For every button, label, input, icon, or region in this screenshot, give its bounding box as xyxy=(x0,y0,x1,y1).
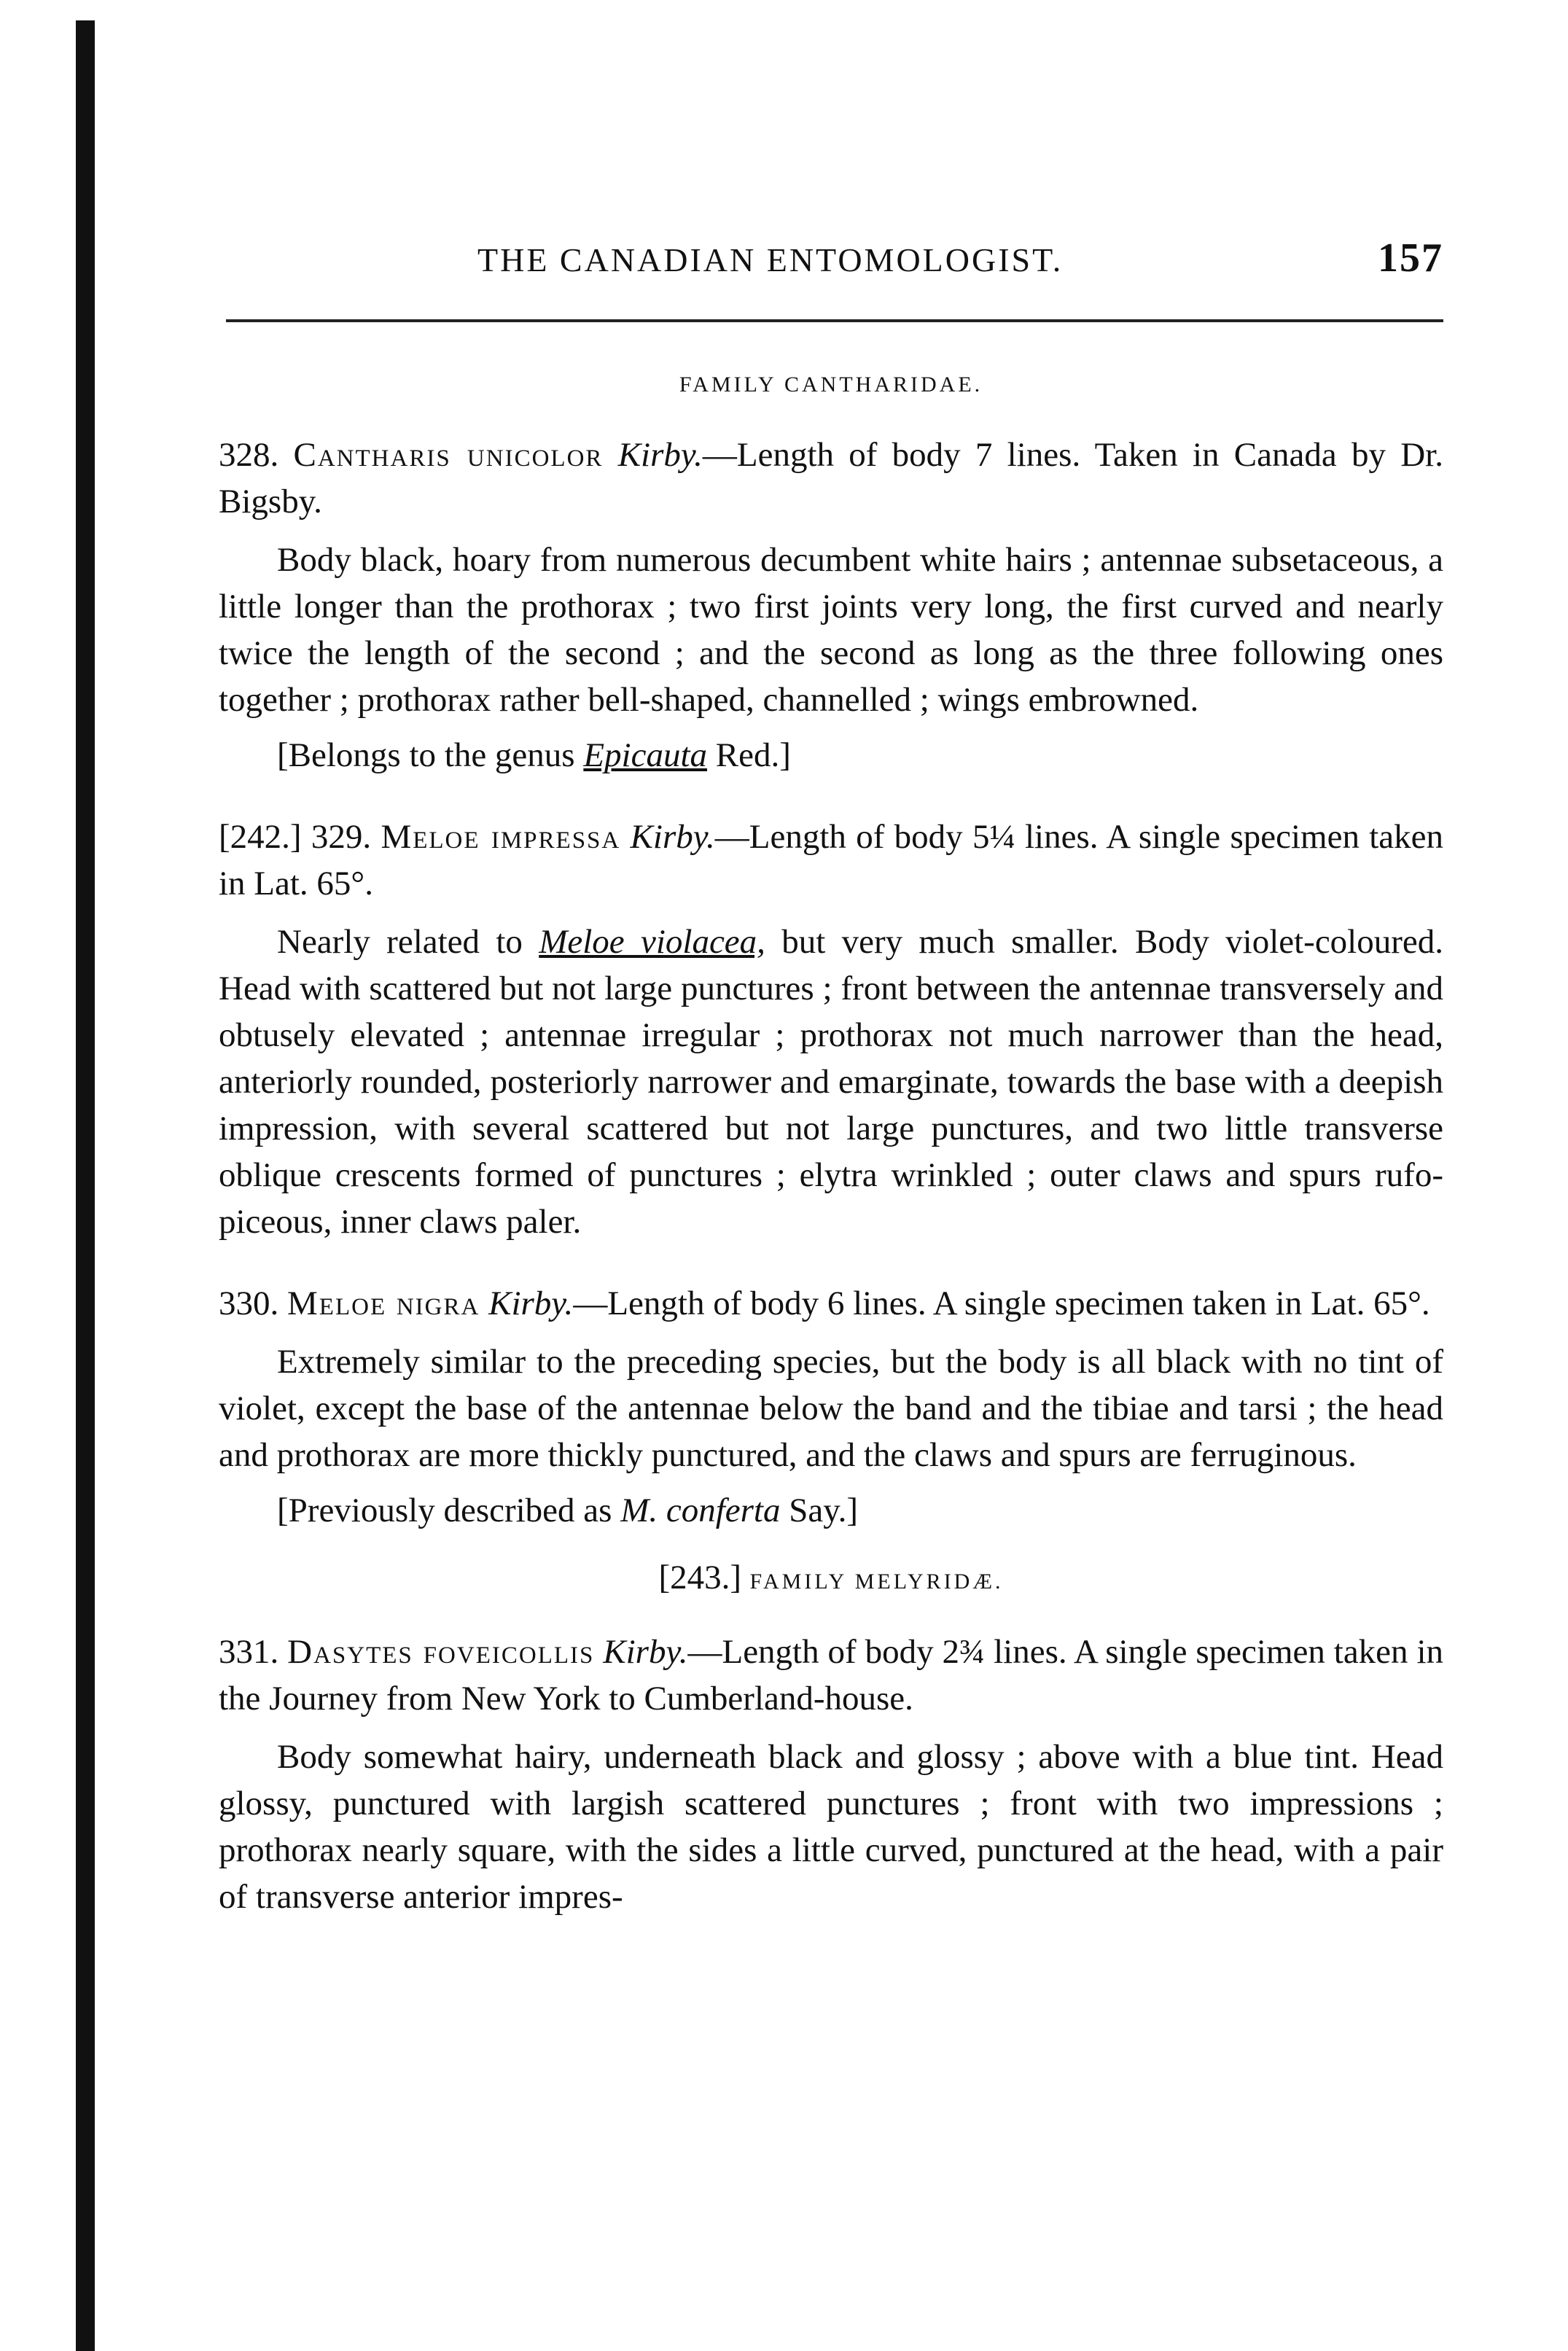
entry-summary: —Length of body 6 lines. A single specimen taken in Lat. 65°. xyxy=(573,1284,1430,1322)
entry-330-description: Extremely similar to the preceding species, but the body is all black with no tint of violet, except the base of the antennae below the band and the tibiae and tarsi ; the head and prothorax are more thickly punctured, and the claws and spurs are ferruginous. xyxy=(219,1343,1443,1474)
desc-text: but very much smaller. Body violet-coloured. Head with scattered but not large punctures ; front between the antennae transversely and obtusely elevated ; antennae irregular ; prothorax not much narrower than the head, anteriorly rounded, posteriorly narrower and emarginate, towards the base with a deepish impression, with several scattered but not large punctures, and two little transverse oblique crescents formed of punctures ; elytra wrinkled ; outer claws and spurs rufo-piceous, inner claws paler. xyxy=(219,923,1443,1241)
species-author: Kirby. xyxy=(488,1284,574,1322)
species-reference: Meloe violacea, xyxy=(539,923,765,961)
species-name: Meloe impressa xyxy=(381,818,621,856)
entry-328-description: Body black, hoary from numerous decumbent white hairs ; antennae subsetaceous, a little longer than the prothorax ; two first joints very long, the first curved and nearly twice the length of the second ; and the second as long as the three following ones together ; prothorax rather bell-shaped, channelled ; wings embrowned. xyxy=(219,541,1443,719)
entry-number: 331. xyxy=(219,1633,279,1671)
desc-text: Nearly related to xyxy=(277,923,539,961)
header-rule xyxy=(226,319,1443,322)
note-text: Say.] xyxy=(780,1492,859,1529)
species-author: Kirby. xyxy=(617,436,703,474)
entry-331-description: Body somewhat hairy, underneath black and glossy ; above with a blue tint. Head glossy, punctured with largish scattered punctures ; front with two impressions ; prothorax nearly square, with the sides a little curved, punctured at the head, with a pair of transverse anterior impres- xyxy=(219,1738,1443,1916)
running-head: THE CANADIAN ENTOMOLOGIST. xyxy=(477,241,1064,278)
section-heading-cantharidae: FAMILY CANTHARIDAE. xyxy=(679,373,983,397)
entry-331-heading xyxy=(219,1629,1443,1722)
note-text: [Belongs to the genus xyxy=(277,736,584,774)
species-author: Kirby. xyxy=(603,1633,688,1671)
note-text: Red.] xyxy=(707,736,791,774)
species-name: Dasytes foveicollis xyxy=(287,1633,595,1671)
species-name: Cantharis unicolor xyxy=(293,436,604,474)
reference-number: [243.] xyxy=(658,1559,742,1596)
entry-328-note xyxy=(219,732,1443,779)
species-author: Kirby. xyxy=(630,818,715,856)
entry-number: 328. xyxy=(219,436,279,474)
note-text: [Previously described as xyxy=(277,1492,621,1529)
page-number: 157 xyxy=(1378,235,1443,281)
page-binding-edge xyxy=(76,20,95,2351)
reference-number: [242.] xyxy=(219,818,302,856)
entry-330-note xyxy=(219,1487,1443,1534)
entry-summary: —Length of body 5¼ lines. A single specimen taken in Lat. 65°. xyxy=(219,818,1444,902)
page-header xyxy=(219,235,1443,281)
entry-328-heading xyxy=(219,432,1443,525)
section-heading-melyridae xyxy=(219,1559,1443,1596)
entry-330-heading xyxy=(219,1280,1443,1327)
entry-329-heading xyxy=(219,814,1443,907)
entry-329-description xyxy=(219,919,1443,1245)
family-name: FAMILY MELYRIDÆ. xyxy=(749,1570,1004,1594)
genus-name: Epicauta xyxy=(583,736,708,774)
entry-summary: —Length of body 2¾ lines. A single specimen taken in the Journey from New York to Cumberland-house. xyxy=(219,1633,1444,1718)
entry-number: 329. xyxy=(311,818,372,856)
page-body xyxy=(219,350,1443,1920)
entry-number: 330. xyxy=(219,1284,279,1322)
species-name: Meloe nigra xyxy=(287,1284,480,1322)
entry-summary: —Length of body 7 lines. Taken in Canada by Dr. Bigsby. xyxy=(219,436,1443,521)
species-reference: M. conferta xyxy=(620,1492,781,1529)
